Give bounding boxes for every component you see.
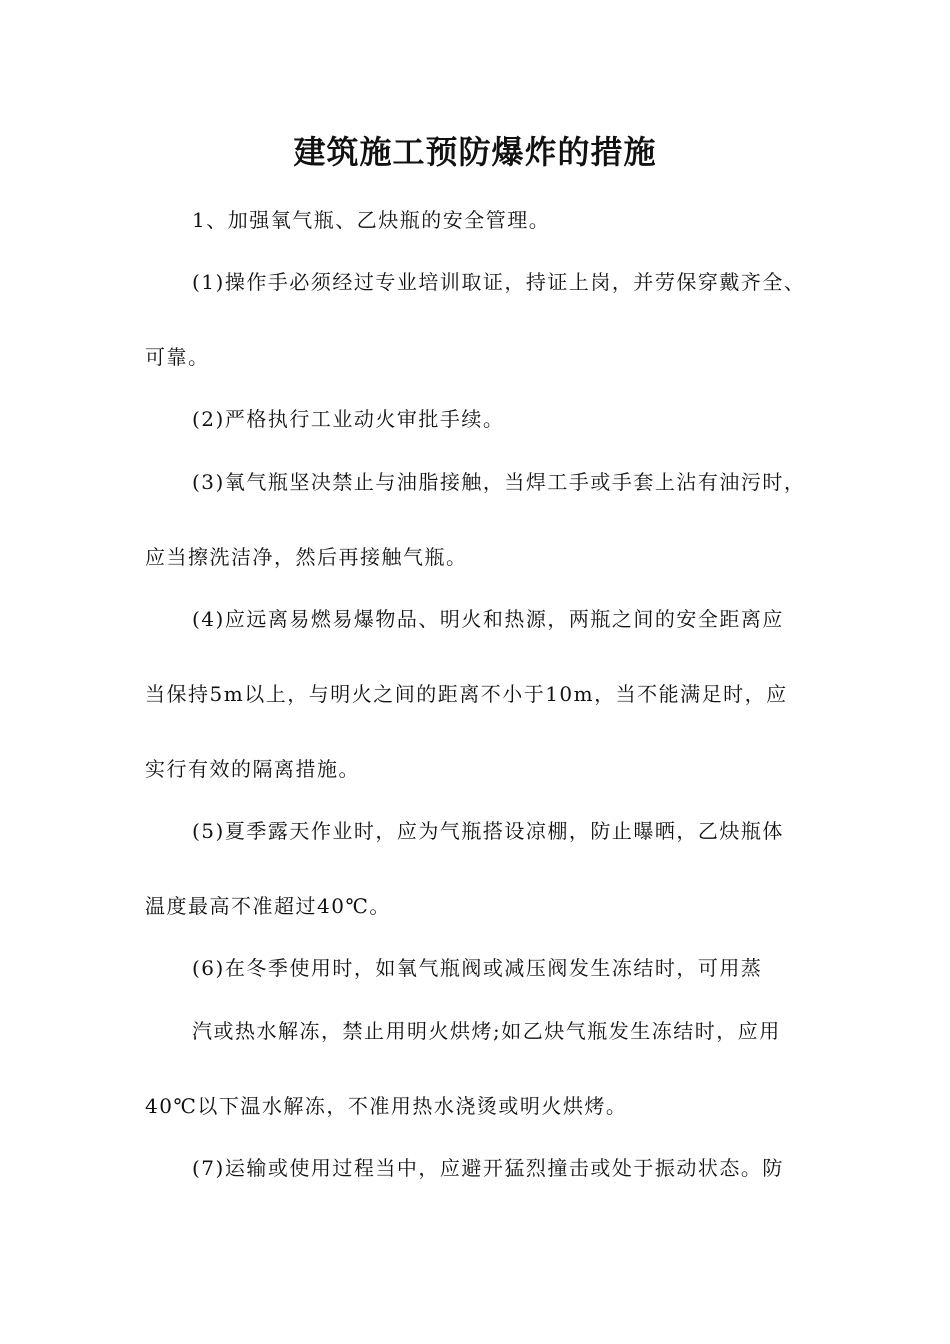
- paragraph-line: 当保持5m以上，与明火之间的距离不小于10m，当不能满足时，应: [145, 682, 788, 706]
- paragraph-line: (6)在冬季使用时，如氧气瓶阀或减压阀发生冻结时，可用蒸: [192, 956, 763, 980]
- paragraph-line: 应当擦洗洁净，然后再接触气瓶。: [145, 545, 468, 569]
- paragraph-line: 实行有效的隔离措施。: [145, 757, 360, 781]
- paragraph-line: (1)操作手必须经过专业培训取证，持证上岗，并劳保穿戴齐全、: [192, 270, 806, 294]
- paragraph-line: 1、加强氧气瓶、乙炔瓶的安全管理。: [192, 208, 551, 232]
- document-title: 建筑施工预防爆炸的措施: [293, 133, 657, 171]
- paragraph-line: 40℃以下温水解冻，不准用热水浇烫或明火烘烤。: [145, 1094, 628, 1118]
- paragraph-line: 汽或热水解冻，禁止用明火烘烤;如乙炔气瓶发生冻结时，应用: [192, 1019, 781, 1043]
- paragraph-line: (5)夏季露天作业时，应为气瓶搭设凉棚，防止曝晒，乙炔瓶体: [192, 819, 784, 843]
- paragraph-line: (3)氧气瓶坚决禁止与油脂接触，当焊工手或手套上沾有油污时，: [192, 470, 806, 494]
- paragraph-line: 可靠。: [145, 345, 210, 369]
- paragraph-line: 温度最高不准超过40℃。: [145, 894, 391, 918]
- paragraph-line: (2)严格执行工业动火审批手续。: [192, 407, 505, 431]
- paragraph-line: (4)应远离易燃易爆物品、明火和热源，两瓶之间的安全距离应: [192, 607, 784, 631]
- paragraph-line: (7)运输或使用过程当中，应避开猛烈撞击或处于振动状态。防: [192, 1156, 784, 1180]
